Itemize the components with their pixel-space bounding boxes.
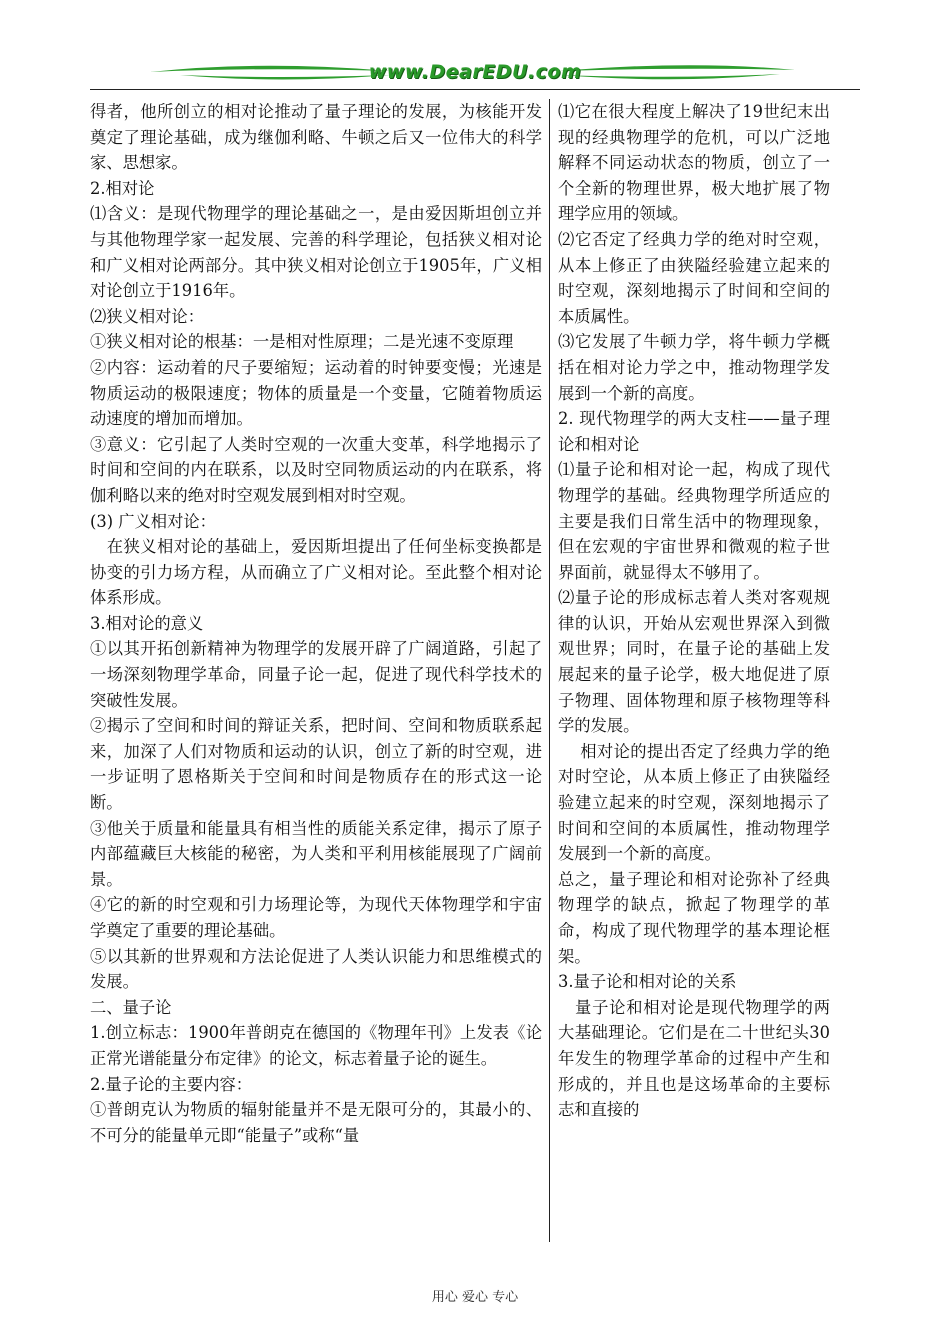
subheading: ⑵狭义相对论： [90, 306, 204, 326]
left-column [90, 99, 542, 1148]
column-divider [549, 99, 550, 1242]
header-rule [90, 89, 860, 90]
subheading: (3) 广义相对论： [90, 511, 216, 531]
paragraph: 总之，量子理论和相对论弥补了经典物理学的缺点，掀起了物理学的革命，构成了现代物理学的基本理论框架。 [558, 869, 830, 966]
right-column [558, 99, 830, 1123]
paragraph: 在狭义相对论的基础上，爱因斯坦提出了任何坐标变换都是协变的引力场方程，从而确立了广义相对论。至此整个相对论体系形成。 [90, 537, 542, 608]
paragraph: ③他关于质量和能量具有相当性的质能关系定律，揭示了原子内部蕴藏巨大核能的秘密，为人类和平利用核能展现了广阔前景。 [90, 818, 542, 889]
section-heading: 2.相对论 [90, 178, 155, 198]
subheading: 2.量子论的主要内容： [90, 1074, 253, 1094]
paragraph: ④它的新的时空观和引力场理论等，为现代天体物理学和宇宙学奠定了重要的理论基础。 [90, 895, 542, 940]
paragraph: ①以其开拓创新精神为物理学的发展开辟了广阔道路，引起了一场深刻物理学革命，同量子论一起，促进了现代科学技术的突破性发展。 [90, 639, 542, 710]
paragraph: ②内容：运动着的尺子要缩短；运动着的时钟要变慢；光速是物质运动的极限速度；物体的质量是一个变量，它随着物质运动速度的增加而增加。 [90, 357, 542, 429]
paragraph: ⑤以其新的世界观和方法论促进了人类认识能力和思维模式的发展。 [90, 946, 542, 992]
paragraph: ①普朗克认为物质的辐射能量并不是无限可分的，其最小的、不可分的能量单元即“能量子”或称“量 [90, 1100, 542, 1145]
section-heading: 二、量子论 [90, 997, 172, 1017]
site-logo[interactable]: www.DearEDU.com [368, 61, 582, 83]
paragraph: ②揭示了空间和时间的辩证关系，把时间、空间和物质联系起来，加深了人们对物质和运动的认识，创立了新的时空观，进一步证明了恩格斯关于空间和时间是物质存在的形式这一论断。 [90, 716, 542, 813]
paragraph: ⑵它否定了经典力学的绝对时空观，从本上修正了由狭隘经验建立起来的时空观，深刻地揭示了时间和空间的本质属性。 [558, 229, 830, 326]
paragraph: ⑶它发展了牛顿力学，将牛顿力学概括在相对论力学之中，推动物理学发展到一个新的高度。 [558, 332, 830, 403]
page-header [90, 58, 860, 90]
page-footer: 用心 爱心 专心 [431, 1290, 519, 1305]
section-heading: 3.相对论的意义 [90, 613, 204, 633]
paragraph: 量子论和相对论是现代物理学的两大基础理论。它们是在二十世纪头30年发生的物理学革命的过程中产生和形成的，并且也是这场革命的主要标志和直接的 [558, 997, 830, 1120]
section-heading: 3.量子论和相对论的关系 [558, 972, 737, 992]
paragraph: ⑴含义：是现代物理学的理论基础之一，是由爱因斯坦创立并与其他物理学家一起发展、完善的科学理论，包括狭义相对论和广义相对论两部分。其中狭义相对论创立于1905年，广义相对论创立于1916年。 [90, 204, 542, 301]
section-heading: 2. 现代物理学的两大支柱——量子理论和相对论 [558, 409, 830, 454]
paragraph: ①狭义相对论的根基：一是相对性原理；二是光速不变原理 [90, 332, 514, 352]
paragraph: ⑵量子论的形成标志着人类对客观规律的认识，开始从宏观世界深入到微观世界；同时，在量子论的基础上发展起来的量子论学，极大地促进了原子物理、固体物理和原子核物理等科学的发展。 [558, 588, 830, 736]
paragraph: ⑴量子论和相对论一起，构成了现代物理学的基础。经典物理学所适应的主要是我们日常生活中的物理现象，但在宏观的宇宙世界和微观的粒子世界面前，就显得太不够用了。 [558, 460, 830, 582]
paragraph: 1.创立标志：1900年普朗克在德国的《物理年刊》上发表《论正常光谱能量分布定律》的论文，标志着量子论的诞生。 [90, 1023, 542, 1068]
paragraph: ⑴它在很大程度上解决了19世纪末出现的经典物理学的危机，可以广泛地解释不同运动状态的物质，创立了一个全新的物理世界，极大地扩展了物理学应用的领域。 [558, 102, 830, 224]
paragraph: 相对论的提出否定了经典力学的绝对时空论，从本质上修正了由狭隘经验建立起来的时空观，深刻地揭示了时间和空间的本质属性，推动物理学发展到一个新的高度。 [558, 741, 830, 864]
paragraph: ③意义：它引起了人类时空观的一次重大变革，科学地揭示了时间和空间的内在联系，以及时空同物质运动的内在联系，将伽利略以来的绝对时空观发展到相对时空观。 [90, 434, 542, 505]
paragraph: 得者，他所创立的相对论推动了量子理论的发展，为核能开发奠定了理论基础，成为继伽利略、牛顿之后又一位伟大的科学家、思想家。 [90, 102, 542, 173]
